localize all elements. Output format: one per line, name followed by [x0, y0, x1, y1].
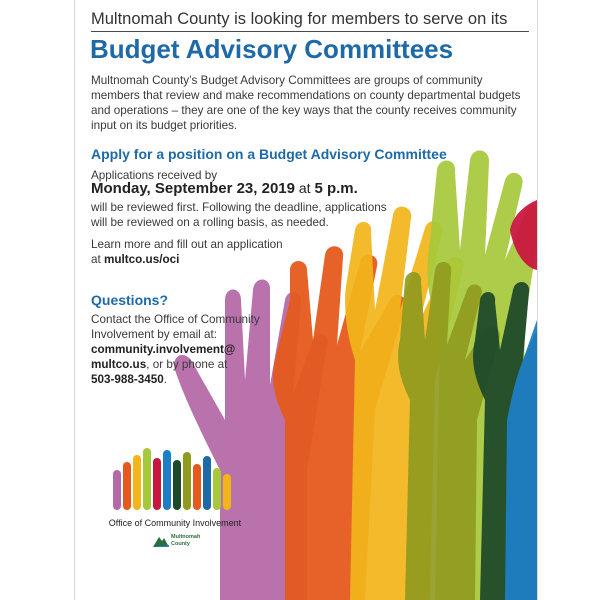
phone-number[interactable]: 503-988-3450: [91, 373, 164, 386]
apply-heading: Apply for a position on a Budget Advisory Committee: [91, 146, 447, 162]
page-title: Budget Advisory Committees: [90, 34, 454, 64]
deadline-date: Monday, September 23, 2019: [91, 180, 295, 197]
phone-prefix: , or by phone at: [146, 358, 228, 371]
multnomah-county-logo: [153, 530, 213, 550]
learn-url-prefix: at: [91, 253, 104, 266]
phone-suffix: .: [163, 373, 168, 386]
deadline-line: [91, 181, 421, 197]
learn-more-line: Learn more and fill out an application: [91, 238, 283, 251]
application-link[interactable]: multco.us/oci: [104, 253, 180, 266]
intro-paragraph: Multnomah County’s Budget Advisory Committees are groups of community members that review and make recommendations on county departmental budgets and operations – they are one of the key ways that the county receives community input on its budget priorities.: [91, 74, 521, 132]
header-divider: [91, 31, 529, 32]
email-phone-line: [91, 357, 281, 372]
phone-line: [91, 372, 261, 387]
apply-received-label: Applications received by: [91, 169, 218, 182]
questions-line-1: Contact the Office of Community: [91, 313, 260, 326]
deadline-time: 5 p.m.: [314, 180, 358, 197]
questions-heading: Questions?: [91, 292, 169, 308]
questions-line-2: Involvement by email at:: [91, 328, 218, 341]
flyer: [74, 0, 538, 600]
oci-logo-hands-icon: [113, 448, 231, 510]
deadline-at: at: [294, 180, 315, 196]
apply-after-text: will be reviewed first. Following the deadline, applications will be reviewed on a rolling basis, as needed.: [91, 201, 387, 229]
county-mountain-icon: [153, 533, 169, 547]
oci-org-name: Office of Community Involvement: [108, 518, 242, 528]
email-part-2[interactable]: multco.us: [91, 358, 147, 371]
county-name-line-2: County: [171, 541, 190, 547]
learn-url-line: [91, 252, 321, 267]
header-intro-line: Multnomah County is looking for members to serve on its: [91, 10, 508, 28]
email-part-1[interactable]: community.involvement@: [91, 343, 236, 356]
county-name-line-1: Multnomah: [171, 534, 201, 540]
oci-hands-logo: [103, 440, 243, 520]
